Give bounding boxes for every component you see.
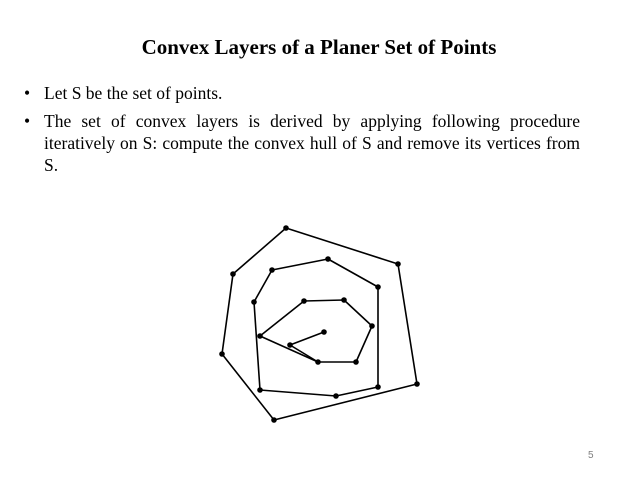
- point-marker: [219, 351, 225, 357]
- bullet-text: The set of convex layers is derived by applying following procedure iteratively on S: compute the convex hull of S and remove its vertices from S.: [44, 111, 580, 175]
- point-marker: [341, 297, 347, 303]
- page-number: 5: [588, 450, 594, 461]
- point-marker: [325, 256, 331, 262]
- point-marker: [395, 261, 401, 267]
- point-marker: [301, 298, 307, 304]
- slide-title: Convex Layers of a Planer Set of Points: [141, 35, 497, 59]
- point-marker: [283, 225, 289, 231]
- point-marker: [269, 267, 275, 273]
- convex-layer-second: [254, 259, 378, 396]
- convex-layer-spiral-link: [260, 336, 318, 362]
- point-marker: [353, 359, 359, 365]
- point-marker: [287, 342, 293, 348]
- point-marker: [257, 333, 263, 339]
- point-marker: [333, 393, 339, 399]
- convex-layer-spiral-link: [260, 301, 304, 336]
- bullet-marker: •: [24, 83, 31, 103]
- convex-layer-outer: [222, 228, 417, 420]
- point-marker: [375, 284, 381, 290]
- point-marker: [257, 387, 263, 393]
- convex-layer-spiral: [290, 300, 372, 362]
- point-marker: [230, 271, 236, 277]
- point-marker: [271, 417, 277, 423]
- point-marker: [369, 323, 375, 329]
- point-marker: [315, 359, 321, 365]
- point-marker: [321, 329, 327, 335]
- bullet-text: Let S be the set of points.: [44, 83, 223, 103]
- point-marker: [251, 299, 257, 305]
- point-marker: [414, 381, 420, 387]
- point-marker: [375, 384, 381, 390]
- bullet-marker: •: [24, 111, 31, 131]
